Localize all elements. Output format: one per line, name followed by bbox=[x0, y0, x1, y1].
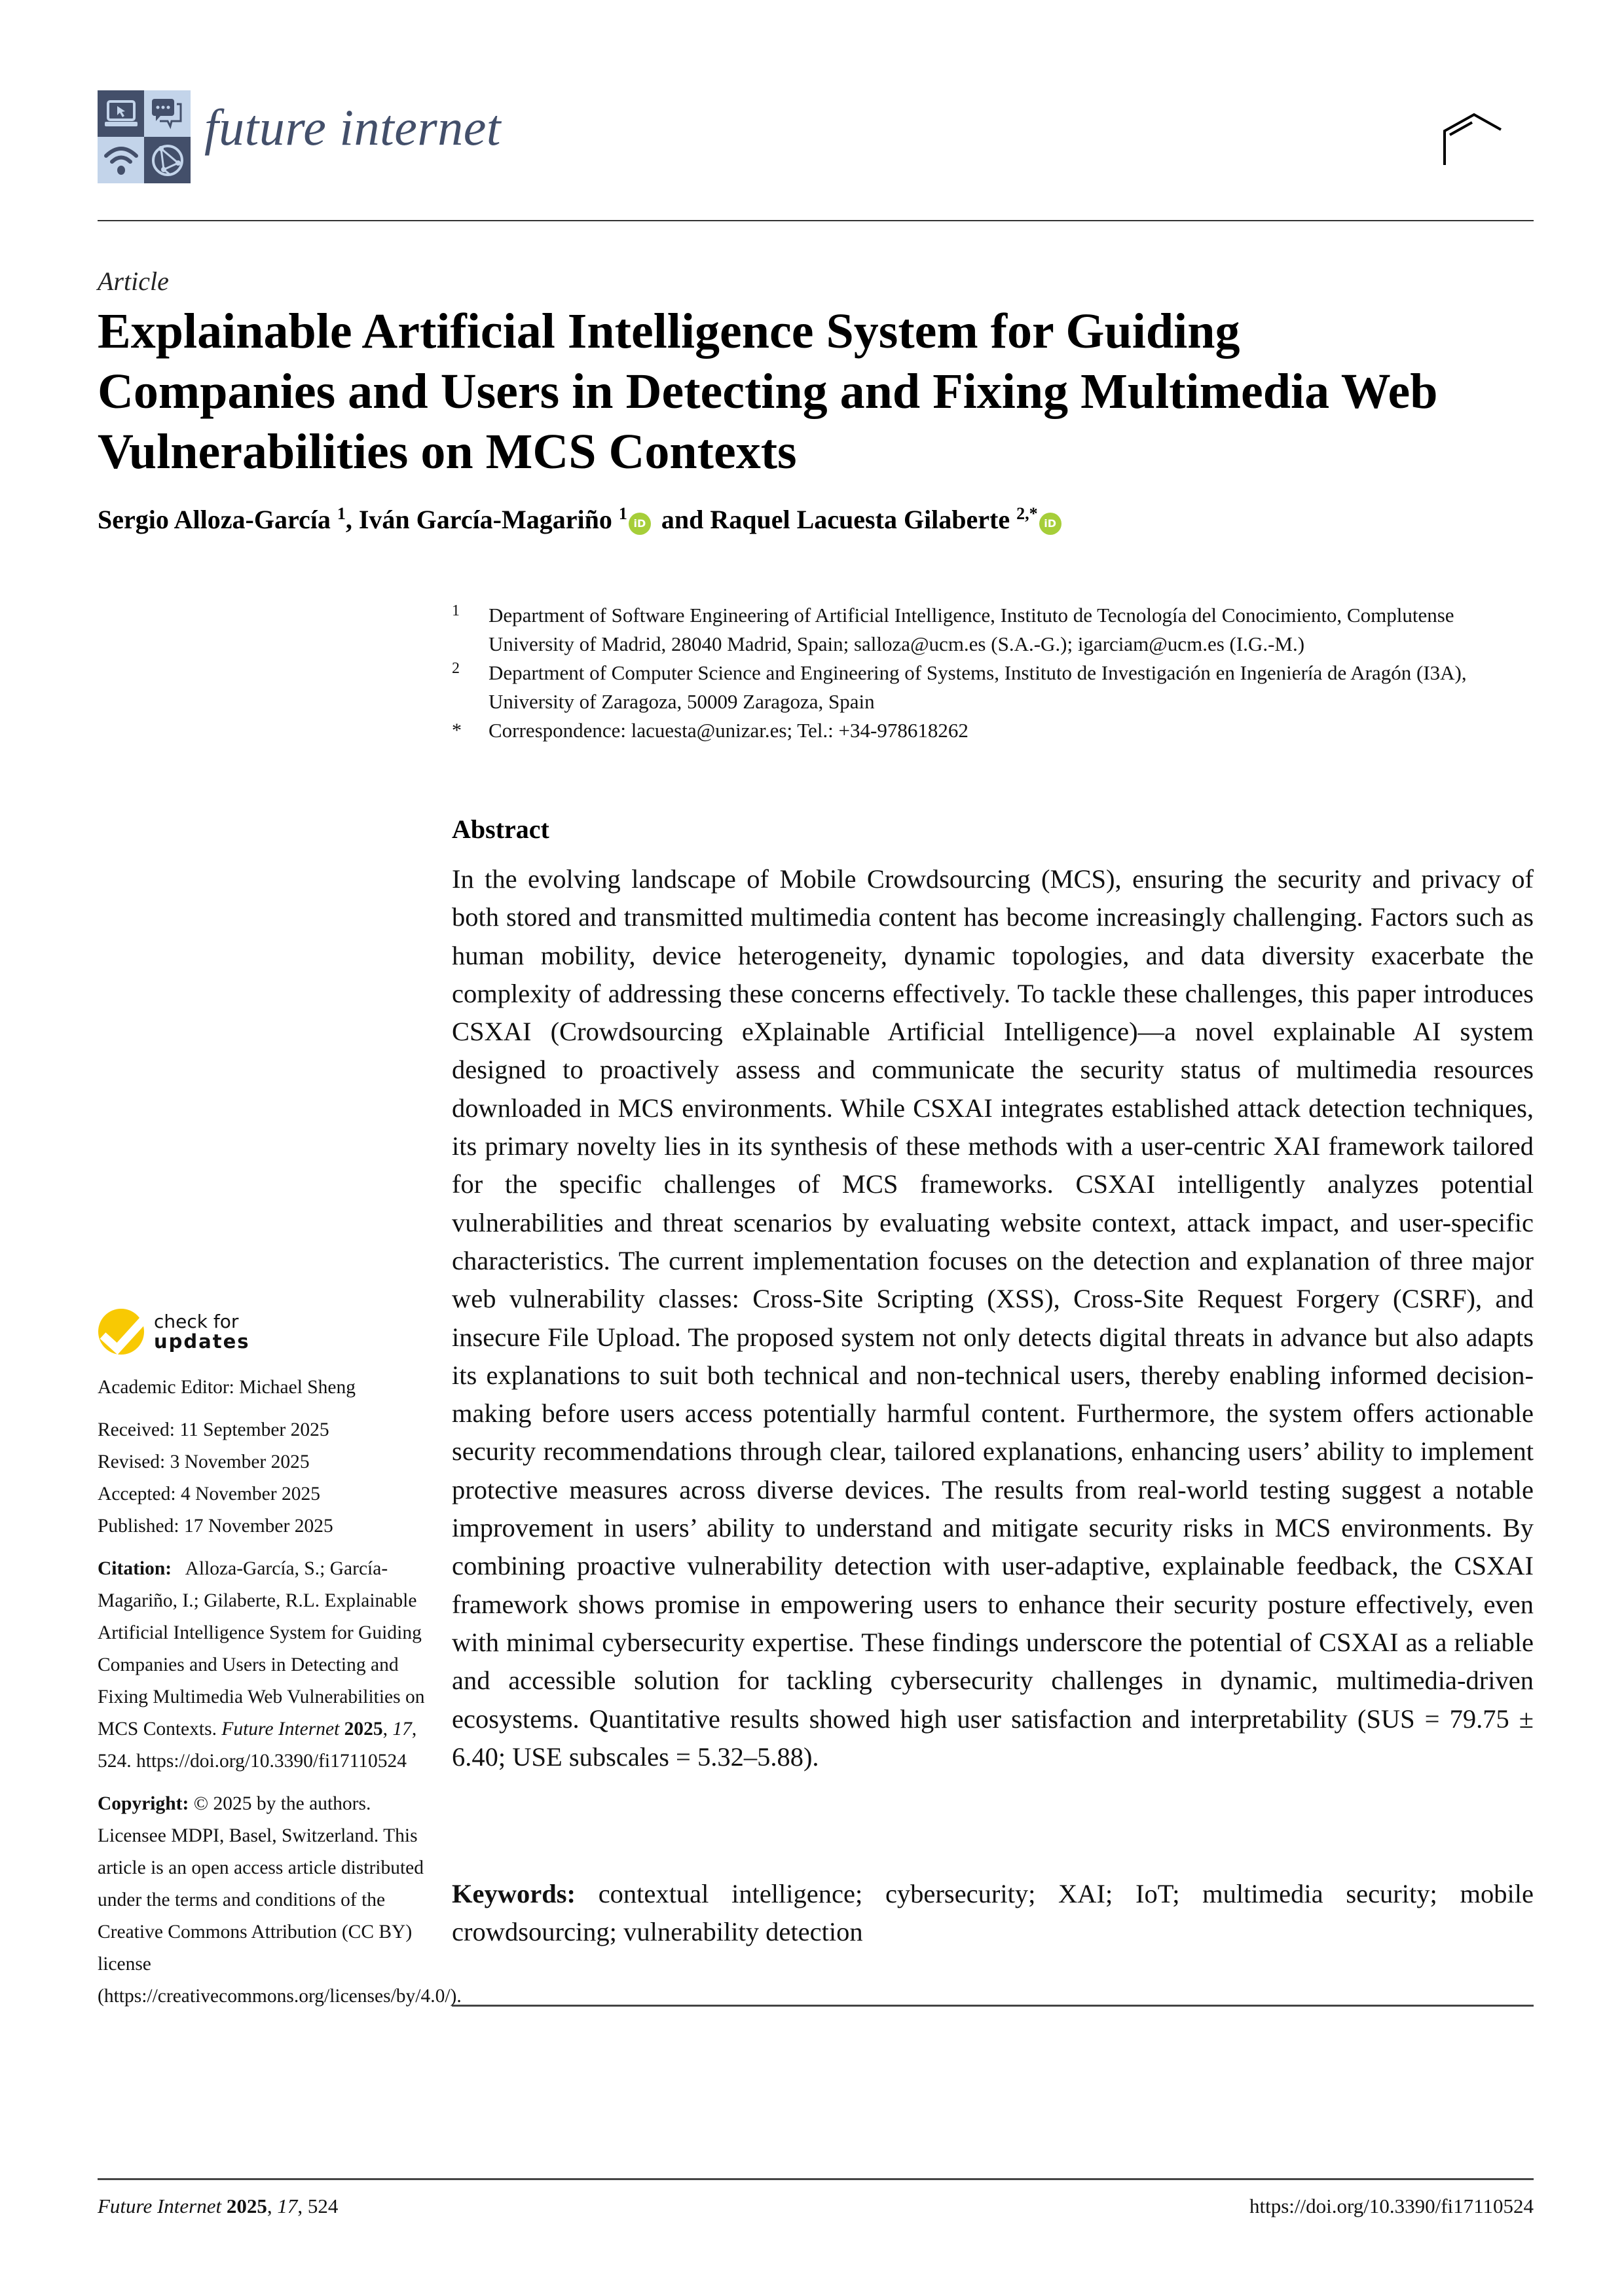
author-name[interactable]: Sergio Alloza-García bbox=[98, 505, 331, 534]
laptop-icon bbox=[98, 90, 144, 137]
affiliations bbox=[452, 601, 1539, 745]
keywords-label: Keywords: bbox=[452, 1879, 576, 1908]
wifi-icon bbox=[98, 137, 144, 183]
footer-doi-link[interactable]: https://doi.org/10.3390/fi17110524 bbox=[1249, 2195, 1534, 2217]
copyright-text: © 2025 by the authors. Licensee MDPI, Basel, Switzerland. This article is an open access article distributed under the terms and conditions of the Creative Commons Attribution (CC BY) license (https://creativecommons.org/licenses/by/4.0/). bbox=[98, 1793, 462, 2007]
title-line: Vulnerabilities on MCS Contexts bbox=[98, 424, 797, 479]
author-separator: and bbox=[654, 505, 710, 534]
chat-bubbles-icon bbox=[144, 90, 191, 137]
affiliation-text: Department of Software Engineering of Artificial Intelligence, Instituto de Tecnología del Conocimiento, Complutense University of Madrid, 28040 Madrid, Spain; salloza@ucm.es (S.A.-G.); igarciam@ucm.es (I.G.-M.) bbox=[489, 604, 1454, 655]
copyright-label: Copyright: bbox=[98, 1793, 189, 1814]
affiliation-item bbox=[452, 601, 1539, 659]
updates-label: updates bbox=[154, 1330, 250, 1353]
citation-year: 2025 bbox=[344, 1719, 383, 1740]
citation-text: Alloza-García, S.; García-Magariño, I.; Gilaberte, R.L. Explainable Artificial Intelligence System for Guiding Companies and Users in Detecting and Fixing Multimedia Web Vulnerabilities on MCS Contexts. bbox=[98, 1558, 425, 1740]
check-for-updates-button[interactable] bbox=[98, 1308, 250, 1355]
correspondence-item bbox=[452, 716, 1539, 745]
affiliation-marker: 2 bbox=[452, 660, 460, 677]
affiliation-item bbox=[452, 659, 1539, 716]
footer-article-number: 524 bbox=[307, 2195, 339, 2217]
abstract-heading: Abstract bbox=[452, 814, 549, 844]
keywords bbox=[452, 1875, 1534, 1951]
author-separator: , bbox=[345, 505, 359, 534]
affiliation-marker: 1 bbox=[452, 602, 460, 619]
date-revised: Revised: 3 November 2025 bbox=[98, 1451, 310, 1472]
keywords-divider bbox=[452, 2005, 1534, 2007]
correspondence-marker: * bbox=[452, 720, 462, 741]
author-name[interactable]: Iván García-Magariño bbox=[358, 505, 612, 534]
header-divider bbox=[98, 220, 1534, 221]
citation-volume: 17 bbox=[392, 1719, 412, 1740]
date-accepted: Accepted: 4 November 2025 bbox=[98, 1484, 320, 1504]
journal-name: future internet bbox=[204, 99, 502, 156]
footer-journal: Future Internet bbox=[98, 2195, 222, 2217]
check-badge-icon bbox=[98, 1308, 145, 1355]
footer-citation: Future Internet 2025, 17, 524 bbox=[98, 2195, 339, 2217]
affiliation-marker: 1 bbox=[337, 504, 346, 523]
mdpi-logo bbox=[1409, 106, 1534, 188]
orcid-icon[interactable]: iD bbox=[629, 513, 651, 535]
citation-block: Citation: Alloza-García, S.; García-Magariño, I.; Gilaberte, R.L. Explainable Artificial Intelligence System for Guiding Companies and Users in Detecting and Fixing Multimedia Web Vulnerabilities on MCS Contexts. Future Internet 2025, 17, 524. https://doi.org/10.3390/fi17110524 bbox=[98, 1558, 425, 1772]
date-published: Published: 17 November 2025 bbox=[98, 1516, 333, 1537]
footer-year: 2025 bbox=[226, 2195, 267, 2217]
affiliation-text: Department of Computer Science and Engineering of Systems, Instituto de Investigación en Ingeniería de Aragón (I3A), University of Zaragoza, 50009 Zaragoza, Spain bbox=[489, 661, 1467, 713]
keywords-text: contextual intelligence; cybersecurity; XAI; IoT; multimedia security; mobile crowdsourcing; vulnerability detection bbox=[452, 1879, 1534, 1946]
article-title bbox=[98, 301, 1538, 482]
affiliation-marker: 1 bbox=[618, 504, 627, 523]
globe-network-icon bbox=[144, 137, 191, 183]
citation-pages: 524. bbox=[98, 1751, 132, 1772]
copyright-block bbox=[98, 1788, 462, 2013]
journal-logo bbox=[98, 90, 191, 183]
citation-doi-link[interactable]: https://doi.org/10.3390/fi17110524 bbox=[136, 1751, 407, 1772]
author-list bbox=[98, 504, 1065, 535]
correspondence-text: Correspondence: lacuesta@unizar.es; Tel.: +34-978618262 bbox=[489, 719, 969, 742]
check-for-updates-text bbox=[154, 1312, 250, 1351]
footer-volume: 17 bbox=[277, 2195, 298, 2217]
academic-editor: Academic Editor: Michael Sheng bbox=[98, 1377, 356, 1398]
citation-journal: Future Internet bbox=[221, 1719, 340, 1740]
footer-divider bbox=[98, 2178, 1534, 2180]
title-line: Companies and Users in Detecting and Fixing Multimedia Web bbox=[98, 364, 1438, 419]
affiliation-marker: 2,* bbox=[1016, 504, 1038, 523]
author-name[interactable]: Raquel Lacuesta Gilaberte bbox=[710, 505, 1010, 534]
orcid-icon[interactable]: iD bbox=[1039, 513, 1061, 535]
title-line: Explainable Artificial Intelligence System for Guiding bbox=[98, 304, 1240, 359]
article-type-label: Article bbox=[98, 266, 169, 296]
citation-label: Citation: bbox=[98, 1558, 172, 1579]
date-received: Received: 11 September 2025 bbox=[98, 1419, 329, 1440]
article-info-sidebar bbox=[98, 1372, 462, 2013]
check-for-label: check for bbox=[154, 1311, 239, 1332]
abstract-text: In the evolving landscape of Mobile Crowdsourcing (MCS), ensuring the security and privacy of both stored and transmitted multimedia content has become increasingly challenging. Factors such as human mobility, device heterogeneity, dynamic topologies, and data diversity exacerbate the complexity of addressing these concerns effectively. To tackle these challenges, this paper introduces CSXAI (Crowdsourcing eXplainable Artificial Intelligence)—a novel explainable AI system designed to proactively assess and communicate the security status of multimedia resources downloaded in MCS environments. While CSXAI integrates established attack detection techniques, its primary novelty lies in its synthesis of these methods with a user-centric XAI framework tailored for the specific challenges of MCS frameworks. CSXAI intelligently analyzes potential vulnerabilities and threat scenarios by evaluating website context, attack impact, and user-specific characteristics. The current implementation focuses on the detection and explanation of three major web vulnerability classes: Cross-Site Scripting (XSS), Cross-Site Request Forgery (CSRF), and insecure File Upload. The proposed system not only detects digital threats in advance but also adapts its explanations to suit both technical and non-technical users, thereby enabling informed decision-making before users access potentially harmful content. Furthermore, the system offers actionable security recommendations through clear, tailored explanations, enhancing users’ ability to implement protective measures across diverse devices. The results from real-world testing suggest a notable improvement in users’ ability to understand and mitigate security risks in MCS environments. By combining proactive vulnerability detection with user-adaptive, explainable feedback, the CSXAI framework shows promise in empowering users to enhance their security posture effectively, even with minimal cybersecurity expertise. These findings underscore the potential of CSXAI as a reliable and accessible solution for tackling cybersecurity challenges in dynamic, multimedia-driven ecosystems. Quantitative results showed high user satisfaction and interpretability (SUS = 79.75 ± 6.40; USE subscales = 5.32–5.88). bbox=[452, 864, 1534, 1772]
